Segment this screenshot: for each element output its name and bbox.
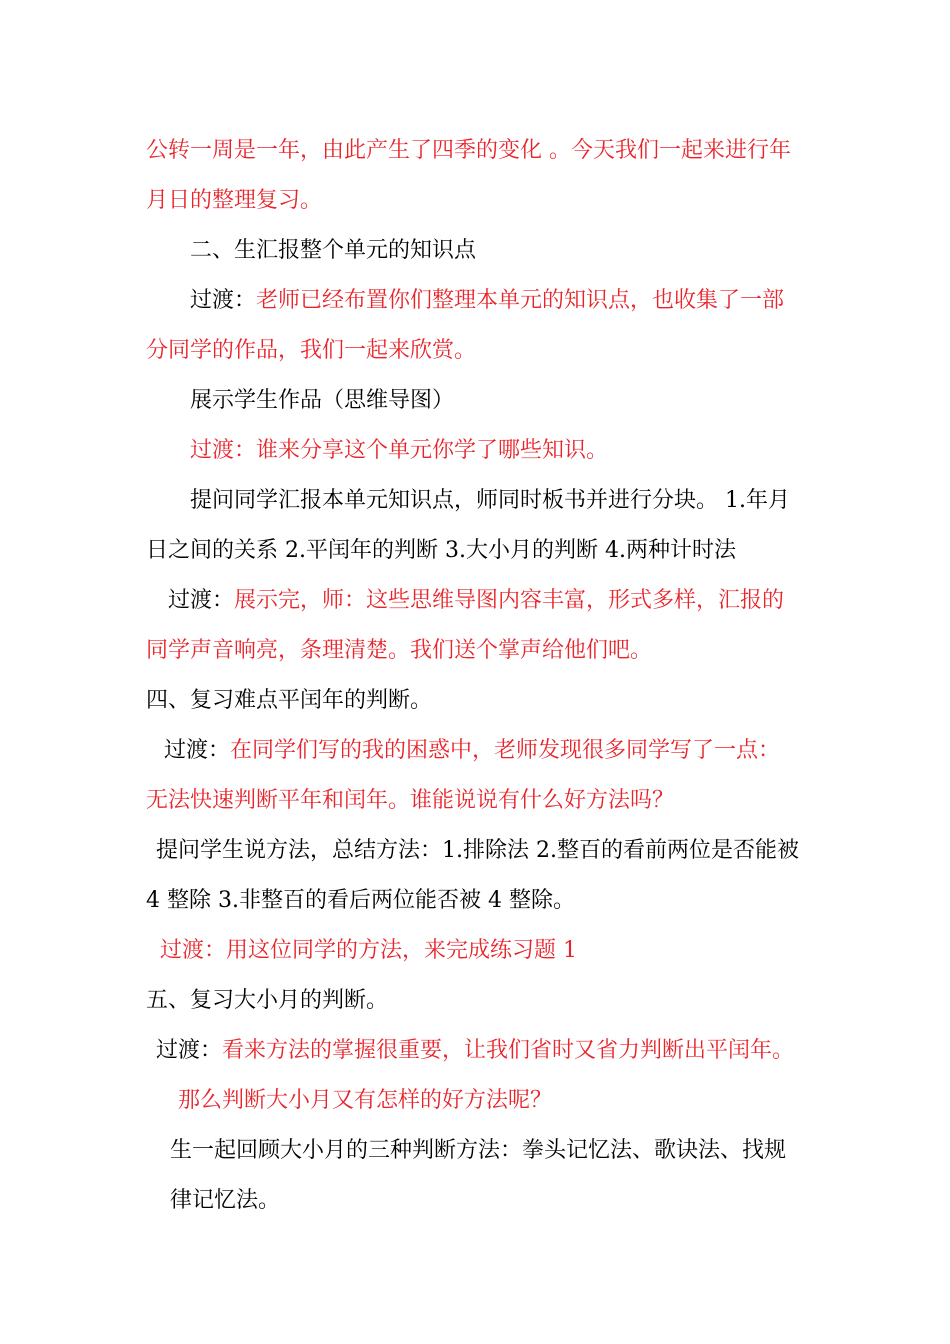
line-text: 公转一周是一年，由此产生了四季的变化 。今天我们一起来进行年 [146,138,791,163]
paragraph-line-15 [156,826,799,876]
section-heading-4 [146,676,432,726]
line-text: 无法快速判断平年和闰年。谁能说说有什么好方法吗？ [146,788,675,813]
paragraph-line-5 [146,326,476,376]
paragraph-line-10 [168,576,784,626]
line-text: 分同学的作品，我们一起来欣赏。 [146,338,477,363]
transition-label: 过渡： [190,288,257,313]
heading-text: 二、生汇报整个单元的知识点 [190,238,477,263]
heading-text: 五、复习大小月的判断。 [146,988,389,1013]
line-text: 律记忆法。 [170,1188,281,1213]
paragraph-line-22 [170,1176,280,1226]
line-text: 在同学们写的我的困惑中，老师发现很多同学写了一点： [230,738,781,763]
transition-label: 过渡： [164,738,231,763]
line-text: 过渡：谁来分享这个单元你学了哪些知识。 [190,438,609,463]
line-text: 那么判断大小月又有怎样的好方法呢？ [178,1088,553,1113]
paragraph-line-14 [146,776,674,826]
line-text: 老师已经布置你们整理本单元的知识点，也收集了一部 [256,288,785,313]
transition-label: 过渡： [168,588,235,613]
transition-label: 过渡： [156,1038,223,1063]
section-heading-2 [190,226,476,276]
line-text: 过渡：用这位同学的方法，来完成练习题 1 [160,938,577,963]
paragraph-line-1 [146,126,791,176]
paragraph-line-17 [160,926,577,976]
line-text: 生一起回顾大小月的三种判断方法：拳头记忆法、歌诀法、找规 [170,1138,787,1163]
line-text: 日之间的关系 2.平闰年的判断 3.大小月的判断 4.两种计时法 [146,538,736,563]
line-text: 看来方法的掌握很重要，让我们省时又省力判断出平闰年。 [222,1038,795,1063]
paragraph-line-20 [178,1076,552,1126]
paragraph-line-6 [190,376,454,426]
paragraph-line-4 [190,276,784,326]
line-text: 提问同学汇报本单元知识点，师同时板书并进行分块。 1.年月 [190,488,790,513]
paragraph-line-11 [146,626,652,676]
line-text: 月日的整理复习。 [146,188,323,213]
paragraph-line-9 [146,526,736,576]
heading-text: 四、复习难点平闰年的判断。 [146,688,433,713]
line-text: 4 整除 3.非整百的看后两位能否被 4 整除。 [146,888,575,913]
line-text: 提问学生说方法，总结方法：1.排除法 2.整百的看前两位是否能被 [156,838,799,863]
line-text: 展示学生作品（思维导图） [190,388,455,413]
paragraph-line-8 [190,476,790,526]
line-text: 同学声音响亮，条理清楚。我们送个掌声给他们吧。 [146,638,653,663]
paragraph-line-16 [146,876,575,926]
paragraph-line-7 [190,426,608,476]
paragraph-line-2 [146,176,322,226]
paragraph-line-13 [164,726,780,776]
section-heading-5 [146,976,388,1026]
paragraph-line-21 [170,1126,786,1176]
paragraph-line-19 [156,1026,794,1076]
line-text: 展示完，师：这些思维导图内容丰富，形式多样，汇报的 [234,588,785,613]
